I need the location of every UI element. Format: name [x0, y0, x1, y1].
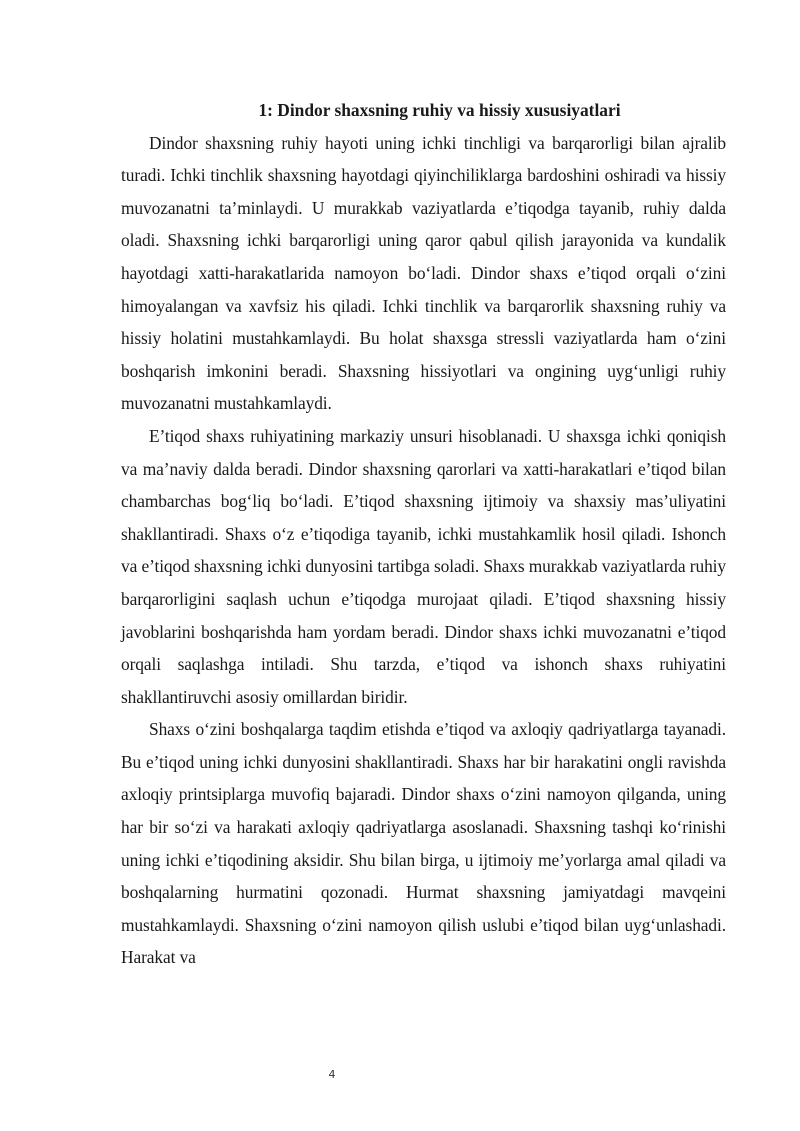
paragraph-2: E’tiqod shaxs ruhiyatining markaziy unsuri hisoblanadi. U shaxsga ichki qoniqish va ma’naviy dalda beradi. Dindor shaxsning qarorlari va xatti-harakatlari e’tiqod bilan chambarchas bog‘liq bo‘ladi. E’tiqod shaxsning ijtimoiy va shaxsiy mas’uliyatini shakllantiradi. Shaxs o‘z e’tiqodiga tayanib, ichki mustahkamlik hosil qiladi. Ishonch va e’tiqod shaxsning ichki dunyosini tartibga soladi. Shaxs murakkab vaziyatlarda ruhiy barqarorligini saqlash uchun e’tiqodga murojaat qiladi. E’tiqod shaxsning hissiy javoblarini boshqarishda ham yordam beradi. Dindor shaxs ichki muvozanatni e’tiqod orqali saqlashga intiladi. Shu tarzda, e’tiqod va ishonch shaxs ruhiyatini shakllantiruvchi asosiy omillardan biridir.: [121, 425, 726, 707]
page-content: [121, 94, 726, 974]
page-number: 4: [328, 1068, 336, 1081]
paragraph-3: Shaxs o‘zini boshqalarga taqdim etishda e’tiqod va axloqiy qadriyatlarga tayanadi. Bu e’tiqod uning ichki dunyosini shakllantiradi. Shaxs har bir harakatini ongli ravishda axloqiy printsiplarga muvofiq bajaradi. Dindor shaxs o‘zini namoyon qilganda, uning har bir so‘zi va harakati axloqiy qadriyatlarga asoslanadi. Shaxsning tashqi ko‘rinishi uning ichki e’tiqodining aksidir. Shu bilan birga, u ijtimoiy me’yorlarga amal qiladi va boshqalarning hurmatini qozonadi. Hurmat shaxsning jamiyatdagi mavqeini mustahkamlaydi. Shaxsning o‘zini namoyon qilish uslubi e’tiqod bilan uyg‘unlashadi. Harakat va: [121, 719, 726, 968]
paragraph-1: Dindor shaxsning ruhiy hayoti uning ichki tinchligi va barqarorligi bilan ajralib turadi. Ichki tinchlik shaxsning hayotdagi qiyinchiliklarga bardoshini oshiradi va hissiy muvozanatni ta’minlaydi. U murakkab vaziyatlarda e’tiqodga tayanib, ruhiy dalda oladi. Shaxsning ichki barqarorligi uning qaror qabul qilish jarayonida va kundalik hayotdagi xatti-harakatlarida namoyon bo‘ladi. Dindor shaxs e’tiqod orqali o‘zini himoyalangan va xavfsiz his qiladi. Ichki tinchlik va barqarorlik shaxsning ruhiy va hissiy holatini mustahkamlaydi. Bu holat shaxsga stressli vaziyatlarda ham o‘zini boshqarish imkonini beradi. Shaxsning hissiyotlari va ongining uyg‘unligi ruhiy muvozanatni mustahkamlaydi.: [121, 132, 726, 414]
section-title: 1: Dindor shaxsning ruhiy va hissiy xususiyatlari: [258, 100, 621, 120]
